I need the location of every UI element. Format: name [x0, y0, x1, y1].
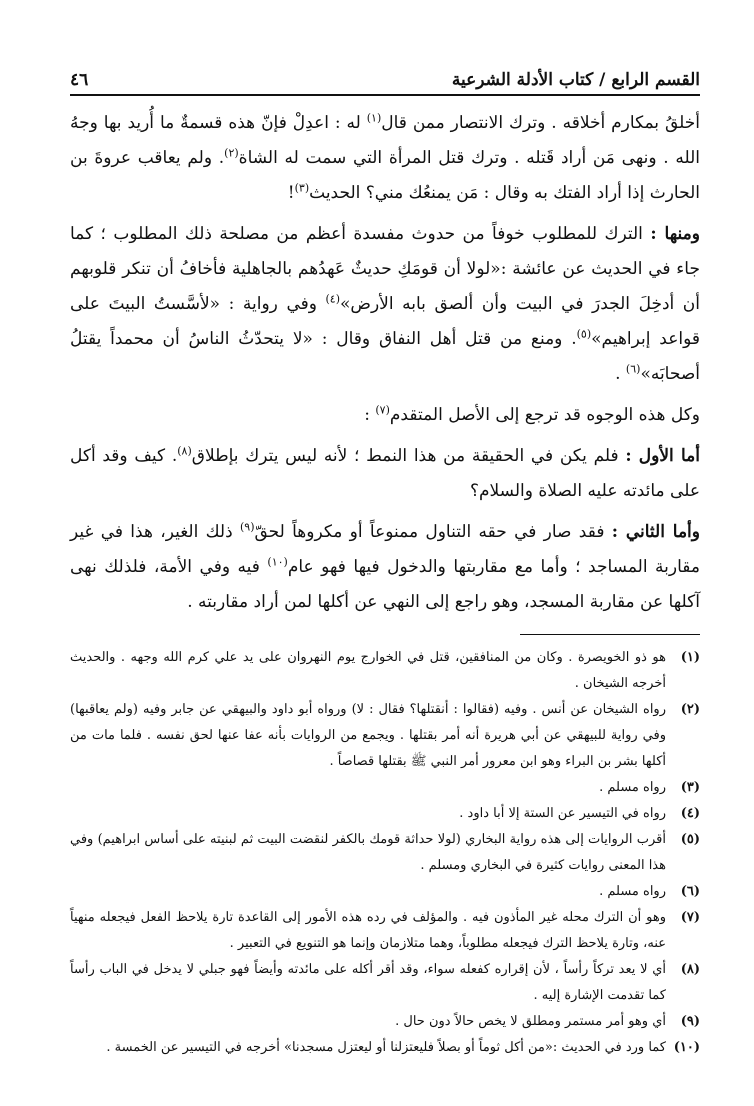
footnote-ref: (٥): [576, 327, 592, 341]
footnote-ref: (٣): [294, 181, 310, 195]
footnote-number: (٧): [680, 910, 700, 925]
footnote: [70, 775, 700, 801]
text-run: ذلك الغير، هذا في غير مقاربة المساجد ؛ وأما مع مقاربتها والدخول فيها فهو عام: [70, 522, 700, 577]
footnote-ref: (٤): [325, 292, 341, 306]
text-run: . ومنع من قتل أهل النفاق وقال : «لا يتحدّثُ الناسُ أن محمداً يقتلُ أصحابَه»: [70, 329, 700, 384]
paragraph-2: [70, 217, 700, 392]
footnote-text: وهو أن الترك محله غير المأذون فيه . والمؤلف في رده هذه الأمور إلى القاعدة تارة يلاحظ الفعل فيجعله منهياً عنه، وتارة يلاحظ الترك فيجعله مطلوباً، وهما متلازمان وإنما هو التنويع في التعبير .: [70, 910, 666, 951]
paragraph-lead: وأما الثاني :: [611, 522, 700, 542]
text-run: وفي رواية : «لأسَّستُ البيتَ على قواعد إبراهيم»: [70, 294, 700, 349]
footnote-text: كما ورد في الحديث :«من أكل ثوماً أو بصلاً فليعتزلنا أو ليعتزل مسجدنا» أخرجه في التيسير عن الخمسة .: [106, 1040, 666, 1055]
footnote: [70, 879, 700, 905]
text-run: :: [364, 405, 376, 425]
footnote-ref: (٦): [625, 362, 641, 376]
footnote-number: (٩): [680, 1014, 700, 1029]
footnote-text: رواه في التيسير عن الستة إلا أبا داود .: [459, 806, 666, 821]
footnote: [70, 1035, 700, 1061]
footnote-number: (١٠): [673, 1040, 700, 1055]
paragraph-4: [70, 439, 700, 509]
text-run: . كيف وقد أكل على مائدته عليه الصلاة والسلام؟: [70, 446, 700, 501]
footnote: [70, 957, 700, 1009]
text-run: وكل هذه الوجوه قد ترجع إلى الأصل المتقدم: [389, 405, 700, 425]
footnote: [70, 801, 700, 827]
footnote-number: (٨): [680, 962, 700, 977]
running-header: [70, 70, 700, 96]
paragraph-3: [70, 398, 700, 433]
footnote: [70, 905, 700, 957]
text-run: .: [615, 364, 626, 384]
text-run: . ولم يعاقب عروةَ بن الحارث إذا أراد الفتك به وقال : مَن يمنعُك مني؟ الحديث: [70, 148, 700, 203]
footnote-separator: [520, 634, 700, 635]
footnote-text: رواه مسلم .: [599, 780, 666, 795]
footnote-number: (٦): [680, 884, 700, 899]
footnote-number: (٤): [680, 806, 700, 821]
text-run: فيه وفي الأمة، فلذلك نهى آكلها عن مقاربة المسجد، وهو راجع إلى النهي عن أكلها لمن أراد مقاربته .: [70, 557, 700, 612]
footnote-text: أقرب الروايات إلى هذه رواية البخاري (لولا حداثة قومك بالكفر لنقضت البيت ثم لبنيته على أساس ابراهيم) وفي هذا المعنى روايات كثيرة في البخاري ومسلم .: [70, 832, 666, 873]
footnotes: [70, 645, 700, 1061]
footnote-ref: (٨): [177, 444, 192, 458]
footnote-text: أي لا يعد تركاً رأساً ، لأن إقراره كفعله سواء، وقد أقر أكله على مائدته وأيضاً فهو جبلي لا يدخل في الباب رأساً كما تقدمت الإشارة إليه .: [70, 962, 666, 1003]
footnote: [70, 697, 700, 775]
footnote-text: رواه الشيخان عن أنس . وفيه (فقالوا : أنقتلها؟ فقال : لا) ورواه أبو داود والبيهقي عن جابر وفيه (ولم يعاقبها) وفي رواية للبيهقي عن أبي هريرة أنه أمر بقتلها . ويجمع من الروايات بأنه عفا عنها لحق نفسه . فلما مات من أكلها بشر بن البراء وهو ابن معرور أمر النبي ﷺ بقتلها قصاصاً .: [70, 702, 666, 769]
page-number: ٤٦: [70, 70, 89, 90]
footnote-ref: (٩): [239, 520, 255, 534]
footnote-number: (١): [680, 650, 700, 665]
document-page: [70, 70, 700, 1061]
footnote-number: (٣): [680, 780, 700, 795]
footnote: [70, 1009, 700, 1035]
paragraph-5: [70, 515, 700, 620]
footnote-ref: (١): [366, 111, 382, 125]
footnote-ref: (٢): [224, 146, 239, 160]
footnote-ref: (٧): [375, 403, 390, 417]
footnote-text: رواه مسلم .: [599, 884, 666, 899]
footnote-number: (٥): [680, 832, 700, 847]
footnote-text: هو ذو الخويصرة . وكان من المنافقين، قتل في الخوارج يوم النهروان على يد علي كرم الله وجهه . والحديث أخرجه الشيخان .: [70, 650, 666, 691]
footnote: [70, 827, 700, 879]
paragraph-lead: أما الأول :: [625, 446, 700, 466]
footnote: [70, 645, 700, 697]
main-text: [70, 106, 700, 620]
text-run: أخلقُ بمكارم أخلاقه . وترك الانتصار ممن قال: [381, 113, 700, 133]
footnote-number: (٢): [680, 702, 700, 717]
paragraph-lead: ومنها :: [650, 224, 701, 244]
text-run: الترك للمطلوب خوفاً من حدوث مفسدة أعظم من مصلحة ذلك المطلوب ؛ كما جاء في الحديث عن عائشة :«لولا أن قومَكِ حديثٌ عَهدُهم بالجاهلية فأخافُ أن تنكر قلوبهم أن أدخِلَ الجدرَ في البيت وأن ألصق بابه الأرض»: [70, 224, 701, 314]
footnote-ref: (١٠): [267, 555, 288, 569]
text-run: !: [287, 183, 295, 203]
text-run: فقد صار في حقه التناول ممنوعاً أو مكروهاً لحقّ: [254, 522, 612, 542]
text-run: له : اعدِلْ فإنّ هذه قسمةٌ ما أُريد بها وجهُ الله . ونهى مَن أراد قَتله . وترك قتل المرأة التي سمت له الشاة: [70, 113, 700, 168]
header-title: القسم الرابع / كتاب الأدلة الشرعية: [451, 70, 700, 90]
footnote-text: أي وهو أمر مستمر ومطلق لا يخص حالاً دون حال .: [395, 1014, 666, 1029]
text-run: فلم يكن في الحقيقة من هذا النمط ؛ لأنه ليس يترك بإطلاق: [191, 446, 626, 466]
paragraph-1: [70, 106, 700, 211]
